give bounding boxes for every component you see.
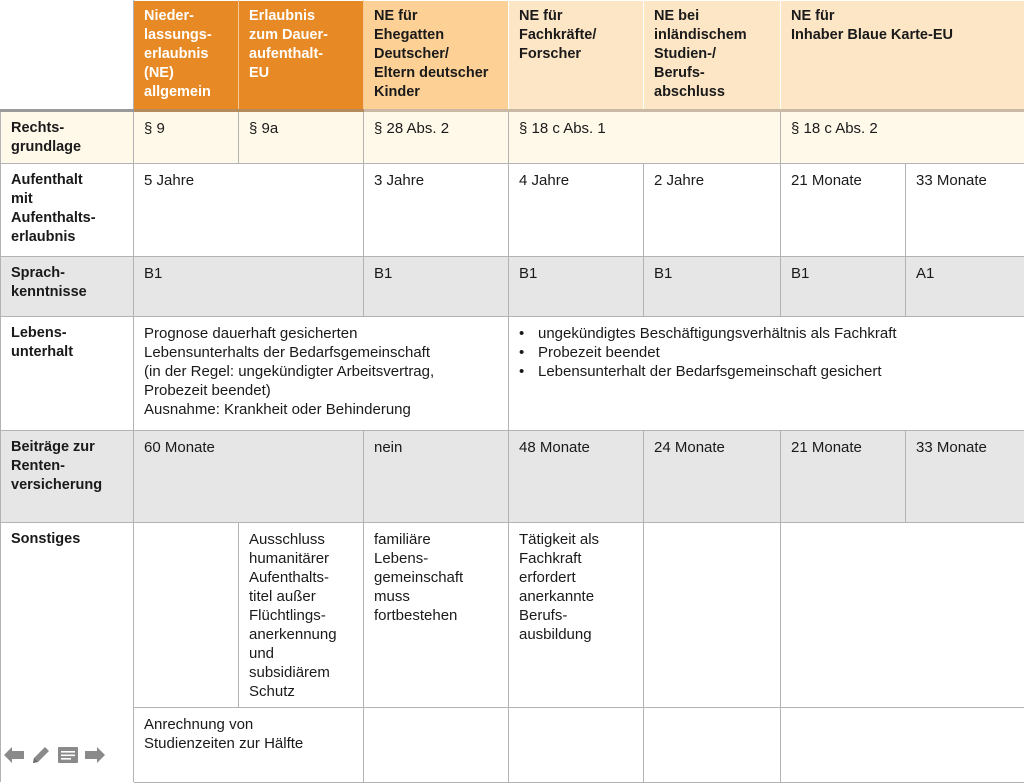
- table-cell: familiäre Lebens- gemeinschaft muss fortbestehen: [364, 523, 509, 708]
- table-cell: 3 Jahre: [364, 164, 509, 257]
- table-cell: 5 Jahre: [134, 164, 364, 257]
- row-label: Sonstiges: [1, 523, 134, 783]
- row-sprachkenntnisse: [1, 257, 1024, 317]
- table-cell: § 18 c Abs. 2: [781, 111, 1024, 164]
- table-cell: [509, 708, 644, 783]
- table-cell: 24 Monate: [644, 431, 781, 523]
- table-cell: B1: [134, 257, 364, 317]
- header-ne-ehegatten: NE für Ehegatten Deutscher/ Eltern deutscher Kinder: [364, 1, 509, 111]
- header-ne-inland-abschluss: NE bei inländischem Studien-/ Berufs- abschluss: [644, 1, 781, 111]
- notes-icon[interactable]: [56, 743, 80, 767]
- table-cell: [781, 523, 1024, 708]
- table-cell: B1: [364, 257, 509, 317]
- slide-navigation: [2, 742, 107, 768]
- table-cell: [644, 523, 781, 708]
- table-cell: [781, 708, 1024, 783]
- table-cell: Tätigkeit als Fachkraft erfordert anerkannte Berufs- ausbildung: [509, 523, 644, 708]
- table-cell: B1: [644, 257, 781, 317]
- bullet-list: [519, 324, 1014, 381]
- table-cell: 4 Jahre: [509, 164, 644, 257]
- table-cell: [644, 708, 781, 783]
- row-lebensunterhalt: [1, 317, 1024, 431]
- list-item: • Probezeit beendet: [519, 343, 1014, 362]
- table-cell: 33 Monate: [906, 431, 1024, 523]
- table-cell: § 18 c Abs. 1: [509, 111, 781, 164]
- table-cell: [509, 317, 1024, 431]
- table-cell: A1: [906, 257, 1024, 317]
- header-corner: [1, 1, 134, 111]
- row-rechtsgrundlage: [1, 111, 1024, 164]
- pencil-icon[interactable]: [29, 743, 53, 767]
- row-label: Lebens- unterhalt: [1, 317, 134, 431]
- list-item: • ungekündigtes Beschäftigungsverhältnis als Fachkraft: [519, 324, 1014, 343]
- header-row: [1, 1, 1024, 111]
- row-sonstiges: [1, 523, 1024, 708]
- row-label: Rechts- grundlage: [1, 111, 134, 164]
- table-cell: 21 Monate: [781, 431, 906, 523]
- row-sonstiges-2: [1, 708, 1024, 783]
- header-ne-fachkraefte: NE für Fachkräfte/ Forscher: [509, 1, 644, 111]
- table-cell: 2 Jahre: [644, 164, 781, 257]
- table-cell: nein: [364, 431, 509, 523]
- table-cell: 21 Monate: [781, 164, 906, 257]
- row-label: Beiträge zur Renten- versicherung: [1, 431, 134, 523]
- arrow-right-icon[interactable]: [83, 743, 107, 767]
- table-cell: § 28 Abs. 2: [364, 111, 509, 164]
- table-cell: Prognose dauerhaft gesicherten Lebensunterhalts der Bedarfsgemeinschaft (in der Regel: ungekündigter Arbeitsvertrag, Probezeit beendet) Ausnahme: Krankheit oder Behinderung: [134, 317, 509, 431]
- table-cell: [134, 523, 239, 708]
- header-ne-blaue-karte: NE für Inhaber Blaue Karte-EU: [781, 1, 1024, 111]
- table-cell: § 9: [134, 111, 239, 164]
- list-item: • Lebensunterhalt der Bedarfsgemeinschaft gesichert: [519, 362, 1014, 381]
- row-label: Aufenthalt mit Aufenthalts- erlaubnis: [1, 164, 134, 257]
- table-cell: Anrechnung von Studienzeiten zur Hälfte: [134, 708, 364, 783]
- table-cell: B1: [509, 257, 644, 317]
- table-cell: B1: [781, 257, 906, 317]
- row-label: Sprach- kenntnisse: [1, 257, 134, 317]
- table-cell: 60 Monate: [134, 431, 364, 523]
- row-rentenversicherung: [1, 431, 1024, 523]
- header-ne-allgemein: Nieder- lassungs- erlaubnis (NE) allgemein: [134, 1, 239, 111]
- table-cell: § 9a: [239, 111, 364, 164]
- table-cell: [364, 708, 509, 783]
- row-aufenthalt: [1, 164, 1024, 257]
- table-cell: Ausschluss humanitärer Aufenthalts- titel außer Flüchtlings- anerkennung und subsidiärem Schutz: [239, 523, 364, 708]
- table-cell: 33 Monate: [906, 164, 1024, 257]
- table-cell: 48 Monate: [509, 431, 644, 523]
- arrow-left-icon[interactable]: [2, 743, 26, 767]
- header-dauer-eu: Erlaubnis zum Dauer- aufenthalt- EU: [239, 1, 364, 111]
